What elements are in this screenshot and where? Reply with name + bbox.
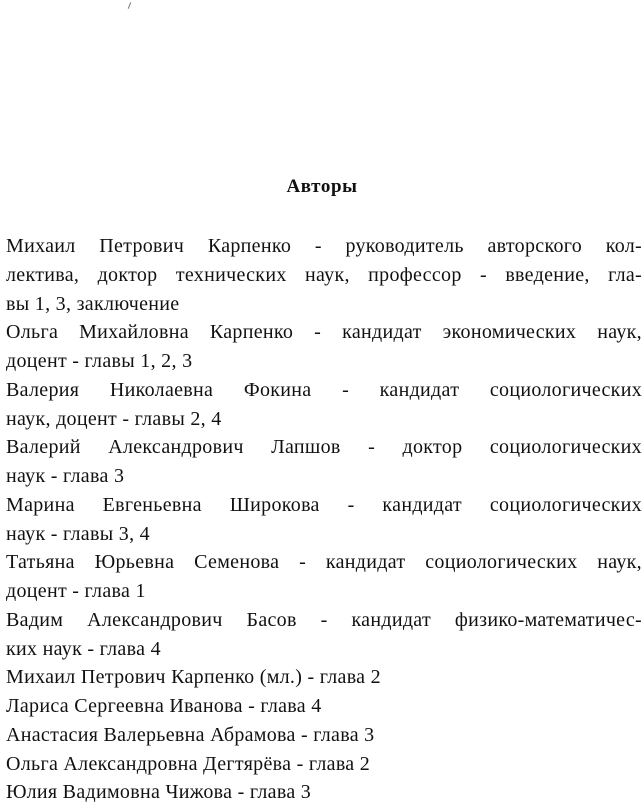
author-entry [6, 232, 642, 318]
author-line: Михаил Петрович Карпенко - руководитель авторского кол- [6, 235, 642, 257]
author-line: ких наук - глава 4 [6, 637, 161, 660]
author-line: лектива, доктор технических наук, профессор - введение, гла- [6, 263, 642, 286]
author-line: доцент - главы 1, 2, 3 [6, 350, 193, 372]
author-entry [6, 318, 642, 376]
author-entry [6, 778, 642, 807]
author-entry [6, 433, 642, 491]
author-line: вы 1, 3, заключение [6, 292, 180, 315]
author-line: наук, доцент - главы 2, 4 [6, 407, 222, 430]
author-line: Анастасия Валерьевна Абрамова - глава 3 [6, 723, 375, 746]
author-entry [6, 750, 642, 779]
author-line: Марина Евгеньевна Широкова - кандидат социологических [6, 493, 642, 516]
author-line: Юлия Вадимовна Чижова - глава 3 [6, 781, 312, 804]
author-line: Валерий Александрович Лапшов - доктор социологических [6, 436, 642, 459]
author-line: Вадим Александрович Басов - кандидат физико-математичес- [6, 608, 642, 631]
author-entry [6, 376, 642, 434]
author-line: Ольга Александровна Дегтярёва - глава 2 [6, 752, 371, 775]
author-entry [6, 491, 642, 549]
page-title: Авторы [286, 176, 358, 197]
author-entry [6, 606, 642, 664]
author-line: Михаил Петрович Карпенко (мл.) - глава 2 [6, 666, 381, 689]
author-line: Валерия Николаевна Фокина - кандидат социологических [6, 378, 642, 401]
author-entry [6, 663, 642, 692]
author-line: Татьяна Юрьевна Семенова - кандидат социологических наук, [6, 551, 642, 574]
author-line: доцент - глава 1 [6, 580, 146, 602]
author-entry [6, 548, 642, 606]
author-line: Ольга Михайловна Карпенко - кандидат экономических наук, [6, 321, 642, 344]
authors-list [6, 232, 642, 807]
author-line: наук - главы 3, 4 [6, 522, 150, 545]
author-entry [6, 692, 642, 721]
author-entry [6, 721, 642, 750]
author-line: наук - глава 3 [6, 465, 125, 487]
author-line: Лариса Сергеевна Иванова - глава 4 [6, 695, 322, 717]
scan-mark [128, 2, 132, 9]
